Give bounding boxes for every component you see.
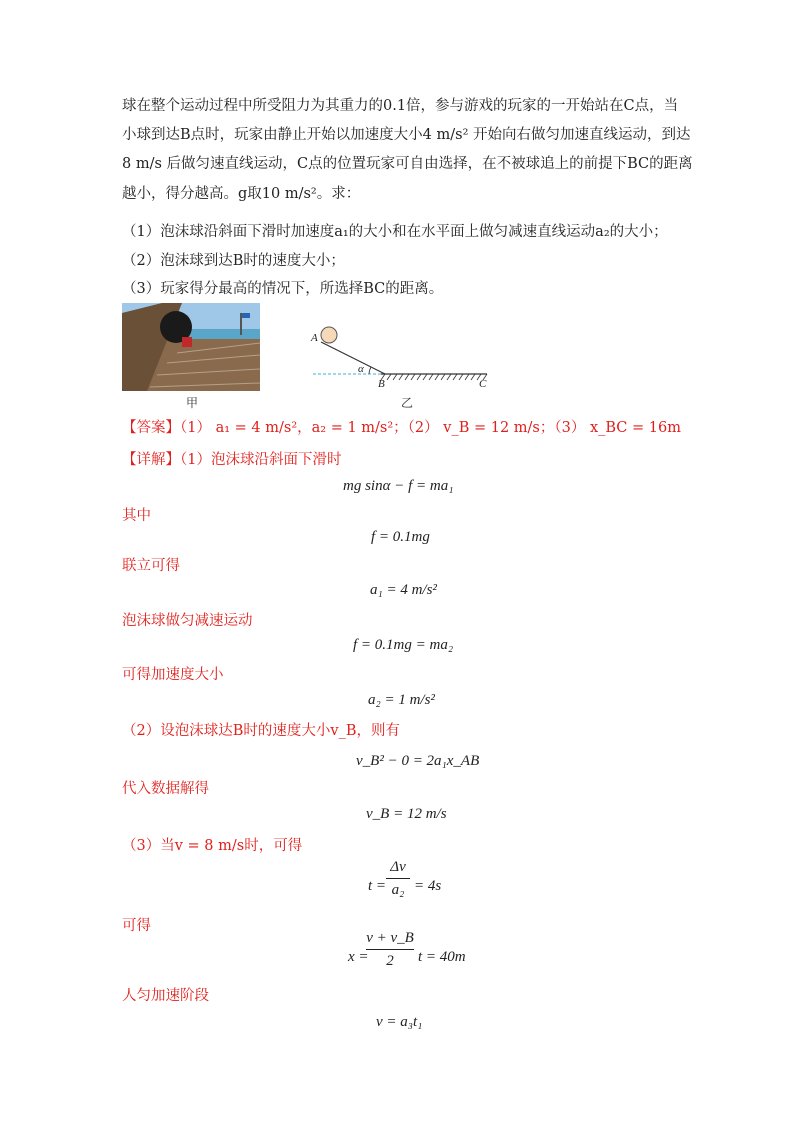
text-combine: 联立可得	[122, 558, 180, 574]
problem-line-1: 球在整个运动过程中所受阻力为其重力的0.1倍，参与游戏的玩家的一开始站在C点，当	[122, 98, 679, 114]
text-person: 人匀加速阶段	[122, 988, 209, 1004]
text-substitute: 代入数据解得	[122, 781, 209, 797]
question-2: （2）泡沫球到达B时的速度大小；	[122, 253, 345, 269]
question-1: （1）泡沫球沿斜面下滑时加速度a₁的大小和在水平面上做匀减速直线运动a₂的大小；	[122, 224, 668, 240]
caption-right: 乙	[401, 396, 414, 410]
equation-4: f = 0.1mg = ma₂	[353, 637, 454, 653]
answer-tag: 【答案】	[122, 420, 180, 436]
caption-left: 甲	[186, 396, 199, 410]
equation-9-rhs: t = 40m	[418, 949, 466, 965]
answer-text: （1） a₁ = 4 m/s²，a₂ = 1 m/s²；（2） v_B = 12 m/s；（3） x_BC = 16m	[180, 420, 681, 436]
text-where: 其中	[122, 508, 151, 524]
step3-title: （3）当v = 8 m/s时，可得	[122, 838, 303, 854]
label-a: A	[311, 332, 318, 344]
equation-8-rhs: = 4s	[414, 878, 442, 894]
solution-step1-row	[122, 450, 341, 470]
ground-hatching	[381, 374, 487, 380]
equation-5: a₂ = 1 m/s²	[368, 692, 435, 708]
equation-9-lhs: x =	[348, 949, 369, 965]
incline-diagram	[305, 322, 505, 394]
problem-line-3: 8 m/s 后做匀速直线运动，C点的位置玩家可自由选择，在不被球追上的前提下BC的距离	[122, 156, 693, 172]
angle-arc	[369, 367, 371, 374]
equation-10: v = a₃t₁	[376, 1014, 423, 1030]
equation-7: v_B = 12 m/s	[366, 806, 447, 822]
label-c: C	[479, 378, 487, 390]
equation-1: mg sinα − f = ma₁	[343, 478, 454, 494]
problem-line-4: 越小，得分越高。g取10 m/s²。求：	[122, 186, 361, 202]
text-acc-mag: 可得加速度大小	[122, 667, 224, 683]
label-alpha: α	[358, 363, 364, 375]
text-decel: 泡沫球做匀减速运动	[122, 613, 253, 629]
equation-8-numerator: Δv	[390, 859, 406, 875]
photo-illustration	[122, 303, 260, 391]
equation-6: v_B² − 0 = 2a₁x_AB	[356, 753, 480, 769]
equation-3: a₁ = 4 m/s²	[370, 582, 437, 598]
text-then: 可得	[122, 918, 151, 934]
figure-photo	[122, 303, 260, 391]
equation-9-denominator: 2	[386, 953, 394, 969]
incline-line	[321, 342, 385, 374]
foam-ball	[321, 327, 337, 343]
step1-title: （1）泡沫球沿斜面下滑时	[180, 452, 342, 468]
equation-8-fraction	[386, 858, 410, 899]
equation-8-lhs: t =	[368, 878, 387, 894]
step2-title: （2）设泡沫球达B时的速度大小v_B，则有	[122, 723, 400, 739]
label-b: B	[378, 378, 385, 390]
equation-2: f = 0.1mg	[371, 529, 430, 545]
question-3: （3）玩家得分最高的情况下，所选择BC的距离。	[122, 281, 444, 297]
solution-tag: 【详解】	[122, 452, 180, 468]
equation-8-denominator: a₂	[391, 882, 405, 898]
equation-9-numerator: v + v_B	[366, 930, 414, 946]
problem-line-2: 小球到达B点时，玩家由静止开始以加速度大小4 m/s² 开始向右做匀加速直线运动，到达	[122, 127, 691, 143]
equation-9-fraction	[366, 929, 414, 970]
answer-row	[122, 418, 681, 438]
